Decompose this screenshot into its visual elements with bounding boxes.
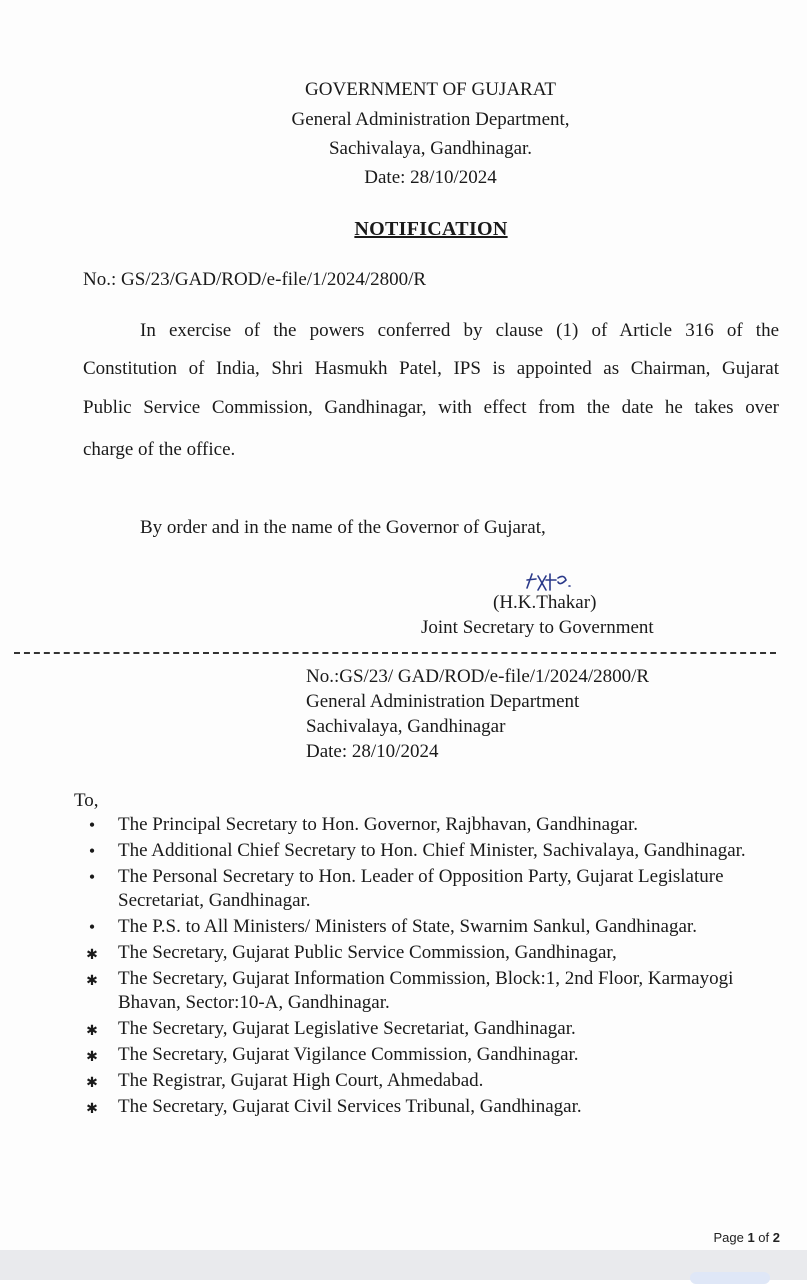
bullet-icon [82,865,102,889]
copy-place: Sachivalaya, Gandhinagar [306,716,506,737]
signatory-name: (H.K.Thakar) [493,592,597,613]
header-place: Sachivalaya, Gandhinagar. [328,138,533,159]
bullet-icon [82,813,102,837]
reference-number: No.: GS/23/GAD/ROD/e-file/1/2024/2800/R [83,269,427,290]
viewer-bottom-bar [0,1250,807,1280]
bullet-icon [82,915,102,939]
copy-reference-number: No.:GS/23/ GAD/ROD/e-file/1/2024/2800/R [306,666,650,687]
list-item: ✱ The Registrar, Gujarat High Court, Ahmedabad. [78,1069,790,1093]
notification-title: NOTIFICATION [354,218,508,240]
header-department: General Administration Department, [291,109,570,130]
section-divider [14,652,776,654]
asterisk-icon [82,1017,102,1043]
body-line-4: charge of the office. [83,439,236,460]
asterisk-icon [82,941,102,967]
recipient-list [78,813,790,1121]
bullet-icon [82,839,102,863]
body-line-2: Constitution of India, Shri Hasmukh Patel, IPS is appointed as Chairman, Gujarat [83,358,779,379]
list-item: ✱ The Secretary, Gujarat Information Commission, Block:1, 2nd Floor, Karmayogi Bhavan, Sector:10-A, Gandhinagar. [78,967,790,1015]
header-government: GOVERNMENT OF GUJARAT [305,79,556,100]
order-line: By order and in the name of the Governor of Gujarat, [140,517,546,538]
body-line-3: Public Service Commission, Gandhinagar, with effect from the date he takes over [83,397,779,418]
list-item: ✱ The Secretary, Gujarat Civil Services Tribunal, Gandhinagar. [78,1095,790,1119]
viewer-scroll-pill[interactable] [690,1272,770,1284]
list-item: ✱ The Secretary, Gujarat Public Service Commission, Gandhinagar, [78,941,790,965]
asterisk-icon [82,1043,102,1069]
list-item: • The Principal Secretary to Hon. Governor, Rajbhavan, Gandhinagar. [78,813,790,837]
list-item: ✱ The Secretary, Gujarat Legislative Secretariat, Gandhinagar. [78,1017,790,1041]
asterisk-icon [82,1095,102,1121]
list-item: • The Personal Secretary to Hon. Leader of Opposition Party, Gujarat Legislature Secretariat, Gandhinagar. [78,865,790,913]
signatory-designation: Joint Secretary to Government [421,617,654,638]
list-item: ✱ The Secretary, Gujarat Vigilance Commission, Gandhinagar. [78,1043,790,1067]
copy-department: General Administration Department [306,691,580,712]
list-item: • The P.S. to All Ministers/ Ministers of State, Swarnim Sankul, Gandhinagar. [78,915,790,939]
body-line-1: In exercise of the powers conferred by clause (1) of Article 316 of the [140,320,779,341]
header-date: Date: 28/10/2024 [364,167,497,188]
to-label: To, [74,790,99,811]
page-indicator: Page 1 of 2 [713,1230,780,1245]
asterisk-icon [82,967,102,993]
copy-date: Date: 28/10/2024 [306,741,439,762]
list-item: • The Additional Chief Secretary to Hon. Chief Minister, Sachivalaya, Gandhinagar. [78,839,790,863]
asterisk-icon [82,1069,102,1095]
